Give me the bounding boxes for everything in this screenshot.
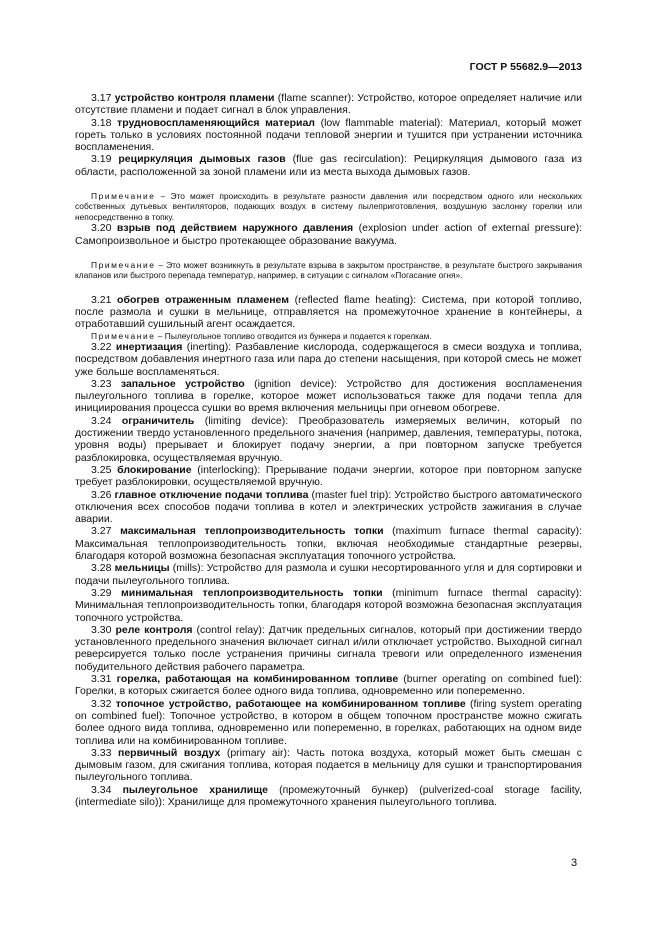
note-3-20: Примечание – Это может возникнуть в результате взрыва в закрытом пространстве, в результате быстрого закрывания клапанов или быстрого перепада температур, например, в ситуации с сигналом «Погасание огня». <box>75 259 582 281</box>
term: инертизация <box>115 341 183 353</box>
definition-3-20: 3.20 взрыв под действием наружного давления (explosion under action of external pressure): Самопроизвольное и быстро протекающее образование вакуума. <box>75 222 582 247</box>
definition-3-19: 3.19 рециркуляция дымовых газов (flue gas recirculation): Рециркуляция дымового газа из области, расположенной за зоной пламени или из места выхода дымовых газов. <box>75 153 582 178</box>
term: пылеугольное хранилище <box>122 783 268 796</box>
note-label: Примечание <box>91 330 156 341</box>
term: мельницы <box>114 562 170 575</box>
term: максимальная теплопроизводительность топки <box>120 525 384 538</box>
term: топочное устройство, работающее на комбинированном топливе <box>115 697 466 710</box>
definition-3-34: 3.34 пылеугольное хранилище (промежуточный бункер) (pulverized-coal storage facility, (intermediate silo)): Хранилище для промежуточного хранения пылеугольного топлива. <box>75 783 583 808</box>
document-header: ГОСТ Р 55682.9—2013 <box>469 61 582 73</box>
term: минимальная теплопроизводительность топки <box>121 586 383 599</box>
term: взрыв под действием наружного давления <box>116 222 354 235</box>
note-label: Примечание <box>91 259 156 270</box>
term: запальное устройство <box>120 377 245 390</box>
document-body <box>75 92 582 808</box>
note-3-21: Примечание – Пылеугольное топливо отводится из бункера и подается к горелкам. <box>91 330 432 341</box>
definition-3-26: 3.26 главное отключение подачи топлива (master fuel trip): Устройство быстрого автоматического отключения всех способов подачи топлива в котел и электрических устройств зажигания в случае аварии. <box>75 488 582 526</box>
definition-3-18: 3.18 трудновоспламеняющийся материал (low flammable material): Материал, который может гореть только в условиях постоянной подачи тепловой энергии и тушится при устранении источника воспламенения. <box>75 116 582 154</box>
term: первичный воздух <box>117 746 221 759</box>
definition-3-28: 3.28 мельницы (mills): Устройство для размола и сушки несортированного угля и для сортировки и подачи пылеугольного топлива. <box>75 562 582 587</box>
definition-3-23: 3.23 запальное устройство (ignition device): Устройство для достижения воспламенения пылеугольного топлива в горелке, которое может использоваться также для подачи тепла для инициирования процесса сушки во время включения мельницы при огневом обогреве. <box>75 377 583 415</box>
note-label: Примечание <box>91 191 156 202</box>
definition-3-21: 3.21 обогрев отраженным пламенем (reflected flame heating): Система, при которой топливо, после размола и сушки в мельнице, отправляется на промежуточное хранение в контейнеры, а отработавший сушильный агент осаждается. <box>75 293 582 331</box>
definition-3-33: 3.33 первичный воздух (primary air): Часть потока воздуха, который может быть смешан с дымовым газом, для сжигания топлива, которая подается в мельницу для сушки и транспортирования пылеугольного топлива. <box>75 746 582 784</box>
definition-3-31: 3.31 горелка, работающая на комбинированном топливе (burner operating on combined fuel): Горелки, в которых сжигается более одного вида топлива, одновременно или попеременно. <box>75 673 582 698</box>
definition-3-27: 3.27 максимальная теплопроизводительность топки (maximum furnace thermal capacity): Максимальная теплопроизводительность топки, включая необходимые стандартные резервы, благодаря которой возможна безопасная эксплуатация топочного устройства. <box>75 525 582 563</box>
definition-3-22: 3.22 инертизация (inerting): Разбавление кислорода, содержащегося в смеси воздуха и топлива, посредством добавления инертного газа или пара до степени насыщения, при которой смесь не может уже больше воспламеняться. <box>75 341 582 378</box>
term: ограничитель <box>121 414 195 427</box>
definition-3-30: 3.30 реле контроля (control relay): Датчик предельных сигналов, который при достижении твердо установленного предельного значения включает сигнал и/или отключает устройство. Выходной сигнал реверсируется только после устранения причины сигнала тревоги или определенного изменения побудительного действия рабочего параметра. <box>75 623 582 673</box>
term: реле контроля <box>115 623 193 636</box>
term: устройство контроля пламени <box>114 92 275 104</box>
definition-3-24: 3.24 ограничитель (limiting device): Преобразователь измеряемых величин, который по достижении твердо установленного предельного значения (например, давления, температуры, потока, уровня воды) прерывает и блокирует подачу энергии, а при повторном запуске требуется разблокировка, осуществляемая вручную. <box>75 414 582 464</box>
note-3-19: Примечание – Это может происходить в результате разности давления или посредством одного или нескольких собственных дутьевых вентиляторов, подающих воздух в систему пылеприготовления, воздушную заслонку горелки или непосредственно в топку. <box>75 191 582 222</box>
term: главное отключение подачи топлива <box>114 488 309 501</box>
term: горелка, работающая на комбинированном топливе <box>116 673 399 686</box>
term: рециркуляция дымовых газов <box>118 153 286 166</box>
definition-3-25: 3.25 блокирование (interlocking): Прерывание подачи энергии, которое при повторном запуске требует разблокировки, осуществляемой вручную. <box>75 463 583 489</box>
definition-3-17: 3.17 устройство контроля пламени (flame scanner): Устройство, которое определяет наличие или отсутствие пламени и подает сигнал в блок управления. <box>75 92 583 117</box>
definition-3-29: 3.29 минимальная теплопроизводительность топки (minimum furnace thermal capacity): Минимальная теплопроизводительность топки, благодаря которой возможна безопасная эксплуатация топочного устройства. <box>75 586 582 624</box>
term: обогрев отраженным пламенем <box>117 293 290 306</box>
definition-3-32: 3.32 топочное устройство, работающее на комбинированном топливе (firing system operating on combined fuel): Топочное устройство, в котором в общем топочном пространстве можно сжигать более одного вида топлива, одновременно или попеременно, в горелках, работающих на одном виде топлива или на комбинированном топливе. <box>75 697 583 747</box>
term: блокирование <box>117 463 192 476</box>
page-number: 3 <box>571 857 578 869</box>
term: трудновоспламеняющийся материал <box>117 116 315 129</box>
